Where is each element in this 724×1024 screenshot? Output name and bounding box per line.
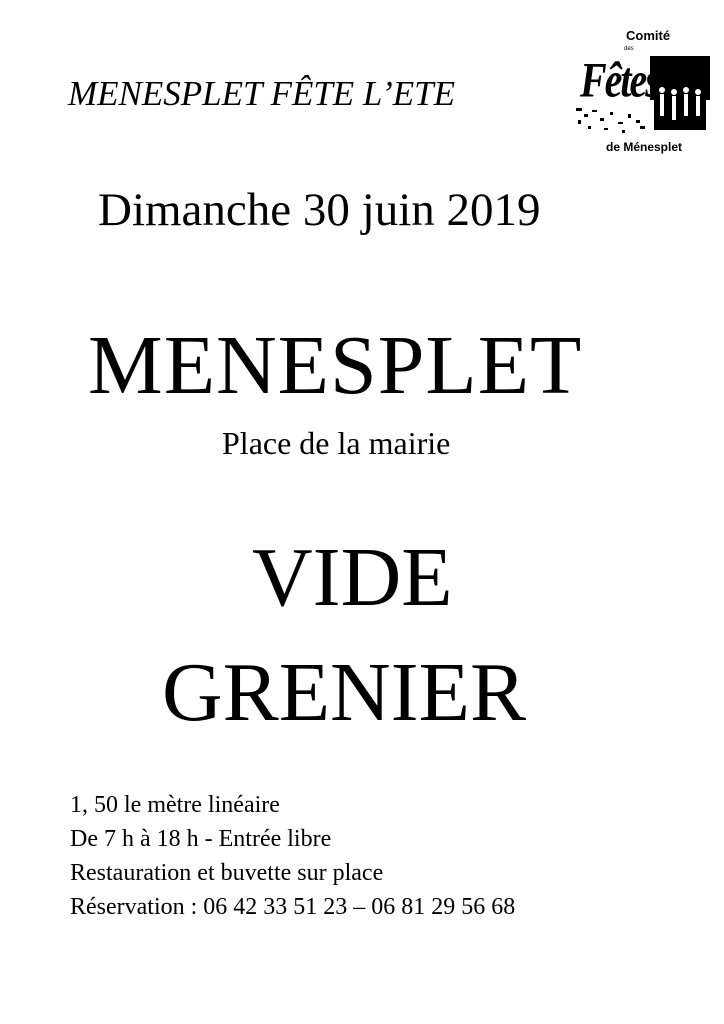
info-hours: De 7 h à 18 h - Entrée libre <box>70 826 332 852</box>
header-title: MENESPLET FÊTE L’ETE <box>68 74 455 113</box>
info-food: Restauration et buvette sur place <box>70 860 384 886</box>
event-place: Place de la mairie <box>222 425 451 461</box>
event-town: MENESPLET <box>88 319 583 412</box>
logo-line-des: des <box>624 46 634 52</box>
logo-line-main: Fêtes <box>580 51 659 108</box>
comite-des-fetes-logo <box>574 26 714 160</box>
info-reservation: Réservation : 06 42 33 51 23 – 06 81 29 56 68 <box>70 894 516 920</box>
event-title-line1: VIDE <box>252 531 453 624</box>
logo-line-top: Comité <box>626 28 671 43</box>
info-block <box>70 788 515 924</box>
logo-line-bottom: de Ménesplet <box>606 140 683 154</box>
event-date: Dimanche 30 juin 2019 <box>98 184 541 236</box>
info-price: 1, 50 le mètre linéaire <box>70 792 280 818</box>
event-title-line2: GRENIER <box>162 646 526 739</box>
